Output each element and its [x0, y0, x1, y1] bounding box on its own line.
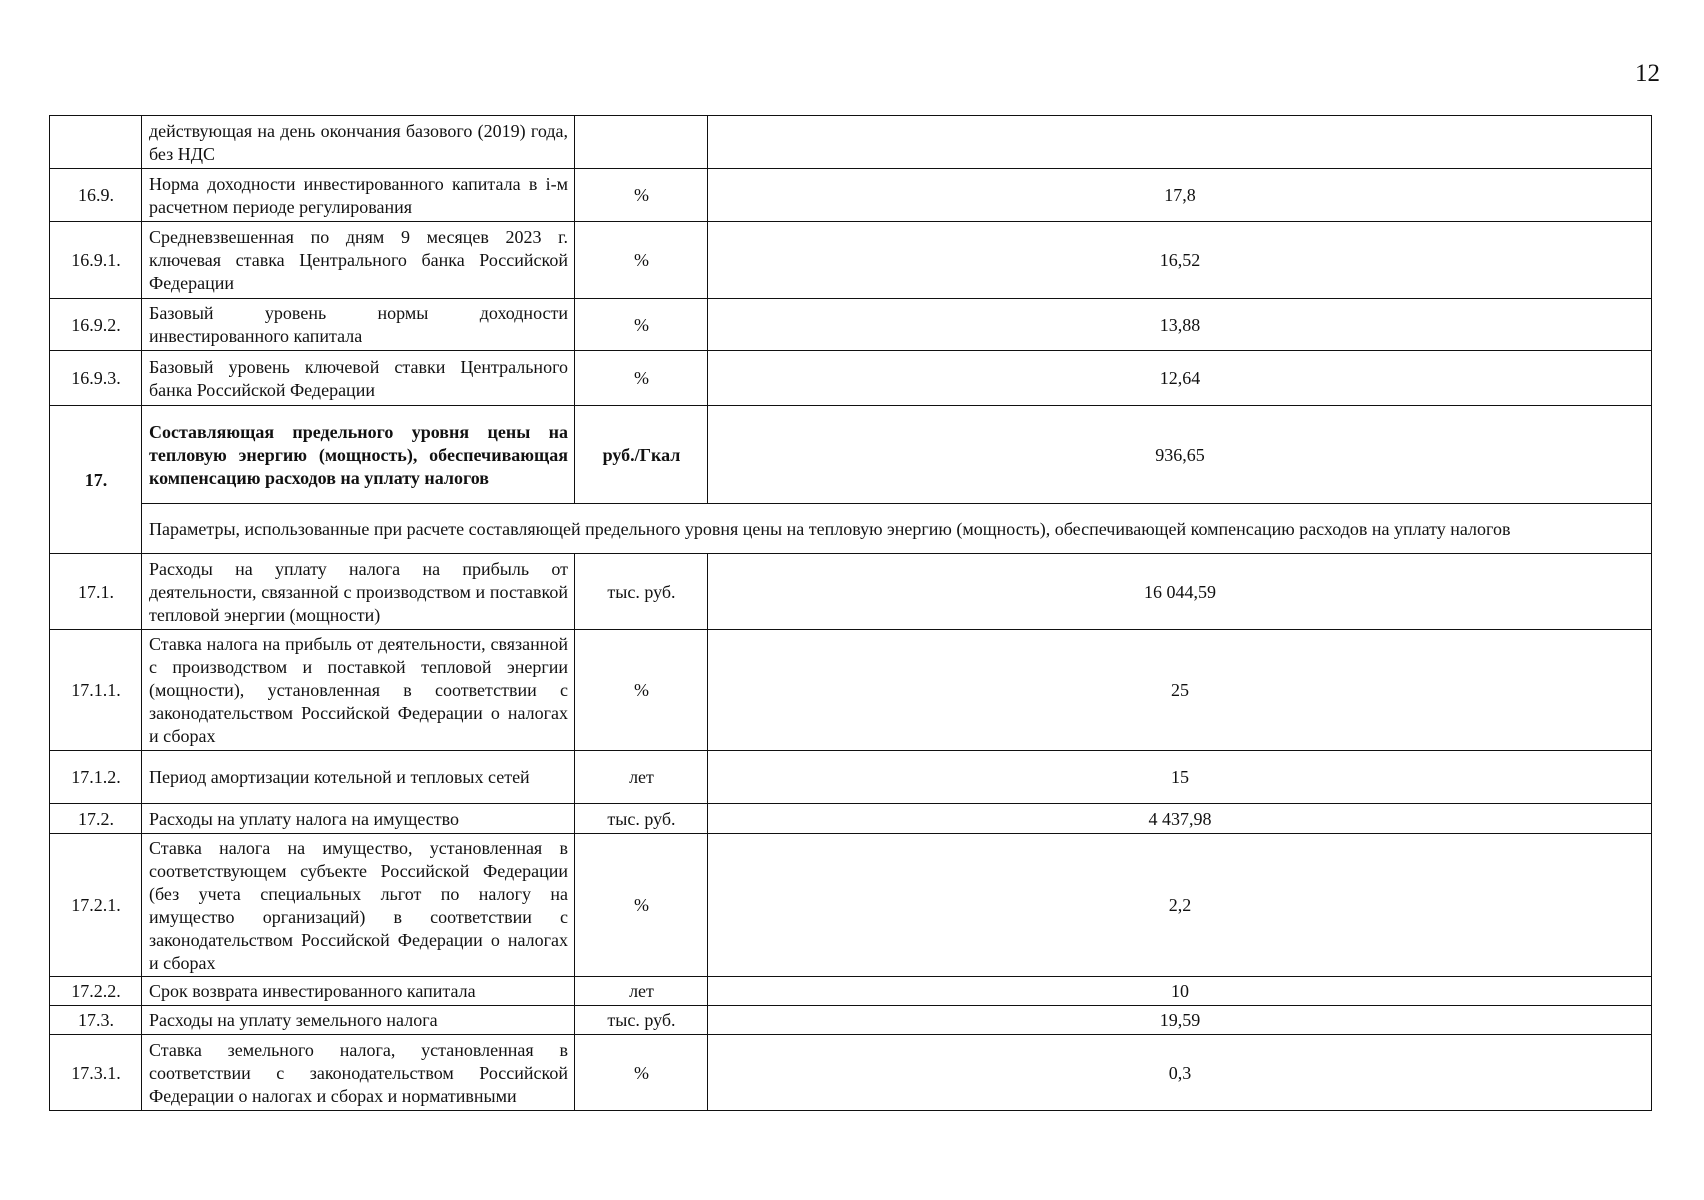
- row-value: 4 437,98: [708, 804, 1652, 834]
- row-unit: лет: [575, 977, 708, 1006]
- table-row: [50, 630, 1652, 751]
- row-unit: %: [575, 1035, 708, 1111]
- row-unit: лет: [575, 751, 708, 804]
- table-row: [50, 169, 1652, 222]
- row-value: 0,3: [708, 1035, 1652, 1111]
- table-row: [50, 504, 1652, 554]
- row-unit: руб./Гкал: [575, 406, 708, 504]
- table-row: [50, 977, 1652, 1006]
- row-number: 17.2.2.: [50, 977, 142, 1006]
- row-value: 10: [708, 977, 1652, 1006]
- row-name: Ставка земельного налога, установленная в соответствии с законодательством Российской Федерации о налогах и сборах и нормативными: [142, 1035, 575, 1111]
- row-name: Период амортизации котельной и тепловых сетей: [142, 751, 575, 804]
- table-row: [50, 1006, 1652, 1035]
- row-number: [50, 116, 142, 169]
- row-number: 17.1.1.: [50, 630, 142, 751]
- row-number: 17.2.: [50, 804, 142, 834]
- row-unit: %: [575, 351, 708, 406]
- row-name: Расходы на уплату налога на прибыль от деятельности, связанной с производством и поставкой тепловой энергии (мощности): [142, 554, 575, 630]
- row-name: Ставка налога на имущество, установленная в соответствующем субъекте Российской Федерации (без учета специальных льгот по налогу на имущество организаций) в соответствии с законодательством Российской Федерации о налогах и сборах: [142, 834, 575, 977]
- row-unit: %: [575, 834, 708, 977]
- table-row: [50, 351, 1652, 406]
- row-number: 17.1.2.: [50, 751, 142, 804]
- tariff-parameters-table: [49, 115, 1652, 1111]
- row-unit: тыс. руб.: [575, 554, 708, 630]
- row-number: 17.3.: [50, 1006, 142, 1035]
- row-name: действующая на день окончания базового (2019) года, без НДС: [142, 116, 575, 169]
- row-unit: %: [575, 169, 708, 222]
- table-row: [50, 834, 1652, 977]
- table-row: [50, 299, 1652, 351]
- row-name: Средневзвешенная по дням 9 месяцев 2023 г. ключевая ставка Центрального банка Российской Федерации: [142, 222, 575, 299]
- row-name: Базовый уровень нормы доходности инвестированного капитала: [142, 299, 575, 351]
- row-number: 17.3.1.: [50, 1035, 142, 1111]
- page-number: 12: [1635, 60, 1660, 87]
- row-value: 16 044,59: [708, 554, 1652, 630]
- table-row: [50, 1035, 1652, 1111]
- row-name: Расходы на уплату налога на имущество: [142, 804, 575, 834]
- row-unit: [575, 116, 708, 169]
- row-name: Ставка налога на прибыль от деятельности, связанной с производством и поставкой тепловой энергии (мощности), установленная в соответствии с законодательством Российской Федерации о налогах и сборах: [142, 630, 575, 751]
- row-unit: %: [575, 222, 708, 299]
- row-number: 16.9.2.: [50, 299, 142, 351]
- row-value: 936,65: [708, 406, 1652, 504]
- row-value: 19,59: [708, 1006, 1652, 1035]
- table-row: [50, 804, 1652, 834]
- row-value: [708, 116, 1652, 169]
- row-unit: %: [575, 630, 708, 751]
- row-name: Базовый уровень ключевой ставки Центрального банка Российской Федерации: [142, 351, 575, 406]
- row-name: Составляющая предельного уровня цены на тепловую энергию (мощность), обеспечивающая компенсацию расходов на уплату налогов: [142, 406, 575, 504]
- row-value: 2,2: [708, 834, 1652, 977]
- row-name: Срок возврата инвестированного капитала: [142, 977, 575, 1006]
- row-value: 12,64: [708, 351, 1652, 406]
- table-row: [50, 222, 1652, 299]
- row-name: Норма доходности инвестированного капитала в i-м расчетном периоде регулирования: [142, 169, 575, 222]
- row-value: 15: [708, 751, 1652, 804]
- table-row: [50, 406, 1652, 504]
- row-number: 17.2.1.: [50, 834, 142, 977]
- row-value: 16,52: [708, 222, 1652, 299]
- parameters-note: Параметры, использованные при расчете составляющей предельного уровня цены на тепловую энергию (мощность), обеспечивающей компенсацию расходов на уплату налогов: [142, 504, 1652, 554]
- table-row: [50, 751, 1652, 804]
- row-value: 25: [708, 630, 1652, 751]
- table-row: [50, 116, 1652, 169]
- row-number: 16.9.3.: [50, 351, 142, 406]
- row-unit: %: [575, 299, 708, 351]
- row-number: 17.1.: [50, 554, 142, 630]
- row-value: 13,88: [708, 299, 1652, 351]
- table-row: [50, 554, 1652, 630]
- row-number: 16.9.: [50, 169, 142, 222]
- row-number: 17.: [50, 406, 142, 554]
- row-unit: тыс. руб.: [575, 804, 708, 834]
- row-unit: тыс. руб.: [575, 1006, 708, 1035]
- row-name: Расходы на уплату земельного налога: [142, 1006, 575, 1035]
- row-number: 16.9.1.: [50, 222, 142, 299]
- row-value: 17,8: [708, 169, 1652, 222]
